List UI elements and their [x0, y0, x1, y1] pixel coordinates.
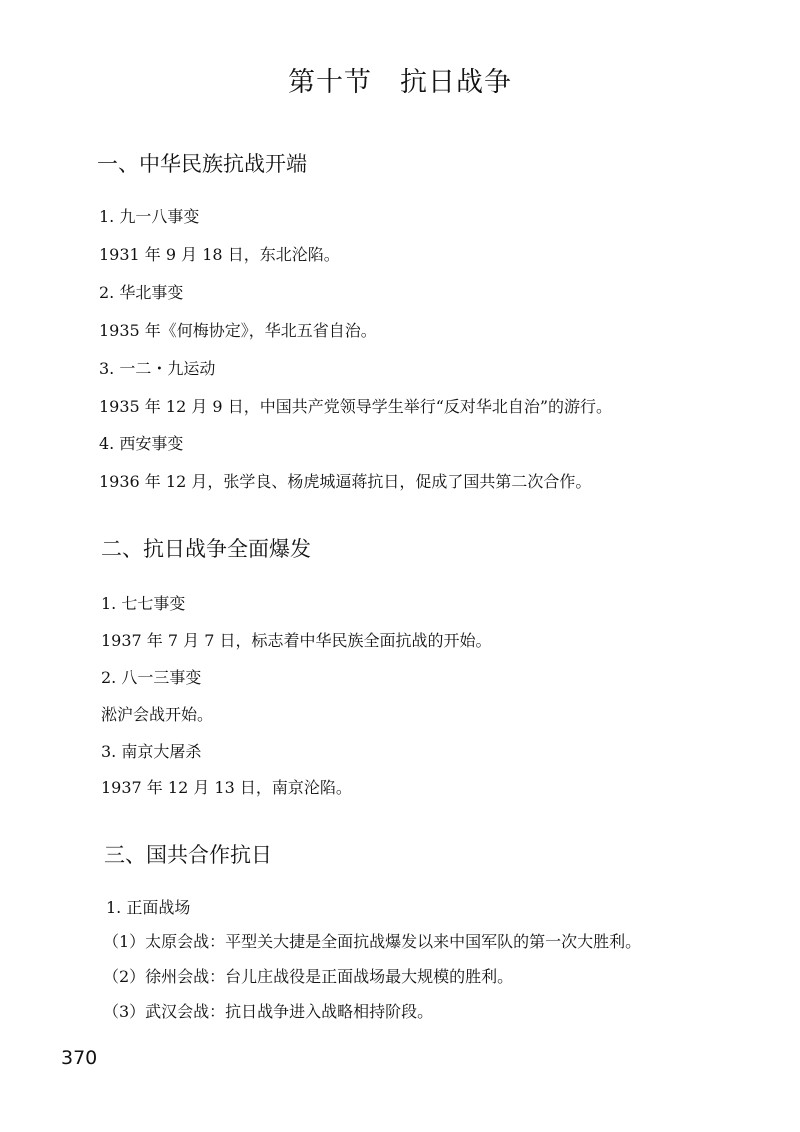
- item-label: 2. 八一三事变: [101, 668, 202, 687]
- item-text: 淞沪会战开始。: [101, 705, 214, 724]
- item-text: 1935 年 12 月 9 日，中国共产党领导学生举行“反对华北自治”的游行。: [99, 397, 613, 416]
- campaign-line: （3）武汉会战：抗日战争进入战略相持阶段。: [103, 1002, 434, 1021]
- subsection-label: 1. 正面战场: [106, 898, 191, 917]
- page-number: 370: [61, 1047, 98, 1069]
- item-text: 1937 年 7 月 7 日，标志着中华民族全面抗战的开始。: [101, 631, 492, 650]
- section-heading-1: 一、中华民族抗战开端: [97, 152, 307, 176]
- item-label: 2. 华北事变: [99, 283, 184, 302]
- page-title: 第十节 抗日战争: [288, 67, 512, 98]
- item-label: 3. 一二・九运动: [99, 359, 216, 378]
- item-label: 1. 九一八事变: [99, 207, 200, 226]
- campaign-line: （2）徐州会战：台儿庄战役是正面战场最大规模的胜利。: [103, 967, 514, 986]
- item-text: 1936 年 12 月，张学良、杨虎城逼蒋抗日，促成了国共第二次合作。: [99, 472, 592, 491]
- campaign-line: （1）太原会战：平型关大捷是全面抗战爆发以来中国军队的第一次大胜利。: [103, 932, 642, 951]
- item-label: 3. 南京大屠杀: [101, 742, 202, 761]
- item-label: 4. 西安事变: [99, 434, 184, 453]
- section-heading-2: 二、抗日战争全面爆发: [101, 537, 311, 561]
- item-label: 1. 七七事变: [101, 594, 186, 613]
- item-text: 1931 年 9 月 18 日，东北沦陷。: [99, 245, 340, 264]
- item-text: 1937 年 12 月 13 日，南京沦陷。: [101, 778, 352, 797]
- item-text: 1935 年《何梅协定》，华北五省自治。: [99, 321, 377, 340]
- section-heading-3: 三、国共合作抗日: [104, 843, 272, 867]
